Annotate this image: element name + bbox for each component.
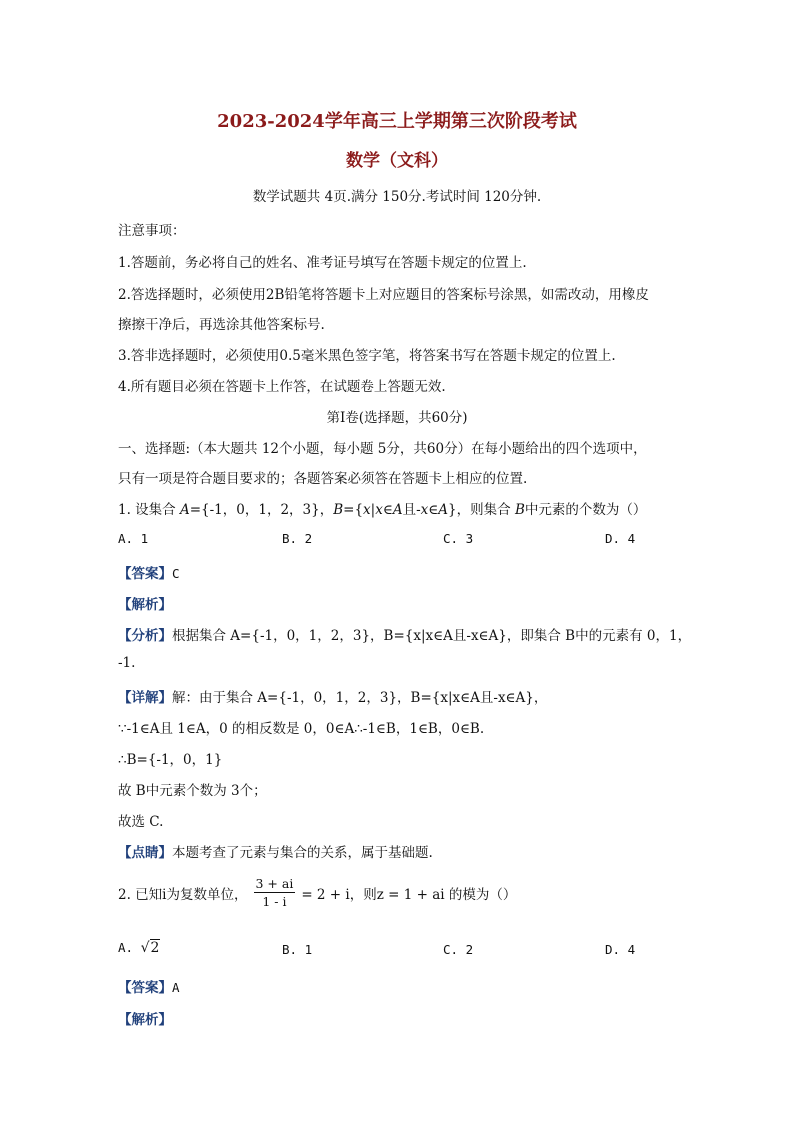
exam-info: 数学试题共 4页.满分 150分.考试时间 120分钟. (252, 189, 542, 205)
question-2-option-d: D. 4 (605, 942, 636, 957)
question-1-xiangjie-line: 故选 C. (118, 814, 164, 830)
question-1-analysis-tag: 【解析】 (118, 597, 172, 613)
question-1-option-a: A. 1 (118, 531, 149, 546)
question-1-dianjing: 【点睛】本题考查了元素与集合的关系，属于基础题. (118, 845, 433, 861)
section-title: 第Ⅰ卷(选择题，共60分) (326, 410, 468, 426)
notice-item: 4.所有题目必须在答题卡上作答，在试题卷上答题无效. (118, 379, 446, 395)
question-1-xiangjie-line: ∴B={-1，0，1} (118, 752, 223, 768)
question-1-option-c: C. 3 (443, 531, 474, 546)
question-2-option-a: A. √2 (118, 940, 160, 956)
question-1-fenxi: 【分析】根据集合 A={-1，0，1，2，3}，B={x|x∈A且-x∈A}，即集合 B中的元素有 0，1， (118, 628, 692, 644)
page-title: 2023-2024学年高三上学期第三次阶段考试 (217, 111, 577, 132)
section-intro: 一、选择题:（本大题共 12个小题，每小题 5分，共60分）在每小题给出的四个选项中， (118, 441, 647, 457)
question-2-stem: 2. 已知i为复数单位， $\frac{3 + ai}{1 - i}$ = 2 + i，则z = 1 + ai 的模为（） (118, 876, 517, 909)
notice-item: 3.答非选择题时，必须使用0.5毫米黑色签字笔，将答案书写在答题卡规定的位置上. (118, 348, 616, 364)
question-1-answer: 【答案】C (118, 566, 180, 582)
notice-item: 1.答题前，务必将自己的姓名、准考证号填写在答题卡规定的位置上. (118, 255, 527, 271)
question-2-option-c: C. 2 (443, 942, 474, 957)
question-1-xiangjie: 【详解】解：由于集合 A={-1，0，1，2，3}，B={x|x∈A且-x∈A}， (118, 690, 548, 706)
question-1-xiangjie-line: 故 B中元素个数为 3个； (118, 783, 267, 799)
question-1-xiangjie-line: ∵-1∈A且 1∈A，0 的相反数是 0，0∈A∴-1∈B，1∈B，0∈B. (118, 721, 485, 737)
question-1-option-b: B. 2 (282, 531, 313, 546)
section-intro: 只有一项是符合题目要求的；各题答案必须答在答题卡上相应的位置. (118, 471, 528, 487)
page-subtitle: 数学（文科） (346, 151, 448, 171)
question-2-option-b: B. 1 (282, 942, 313, 957)
notice-item: 2.答选择题时，必须使用2B铅笔将答题卡上对应题目的答案标号涂黑，如需改动，用橡皮 (118, 287, 649, 303)
question-2-answer: 【答案】A (118, 980, 180, 996)
fraction: $\frac{3 + ai}{1 - i}$ (255, 876, 294, 909)
question-2-analysis-tag: 【解析】 (118, 1012, 172, 1028)
question-1-fenxi-cont: -1. (118, 655, 136, 671)
notice-item: 擦擦干净后，再选涂其他答案标号. (118, 317, 325, 333)
question-1-stem: 1. 设集合 A={-1，0，1，2，3}，B={x|x∈A且-x∈A}，则集合 B中元素的个数为（） (118, 502, 647, 518)
sqrt-symbol: √2 (140, 940, 160, 956)
notice-heading: 注意事项： (118, 223, 186, 239)
question-1-option-d: D. 4 (605, 531, 636, 546)
